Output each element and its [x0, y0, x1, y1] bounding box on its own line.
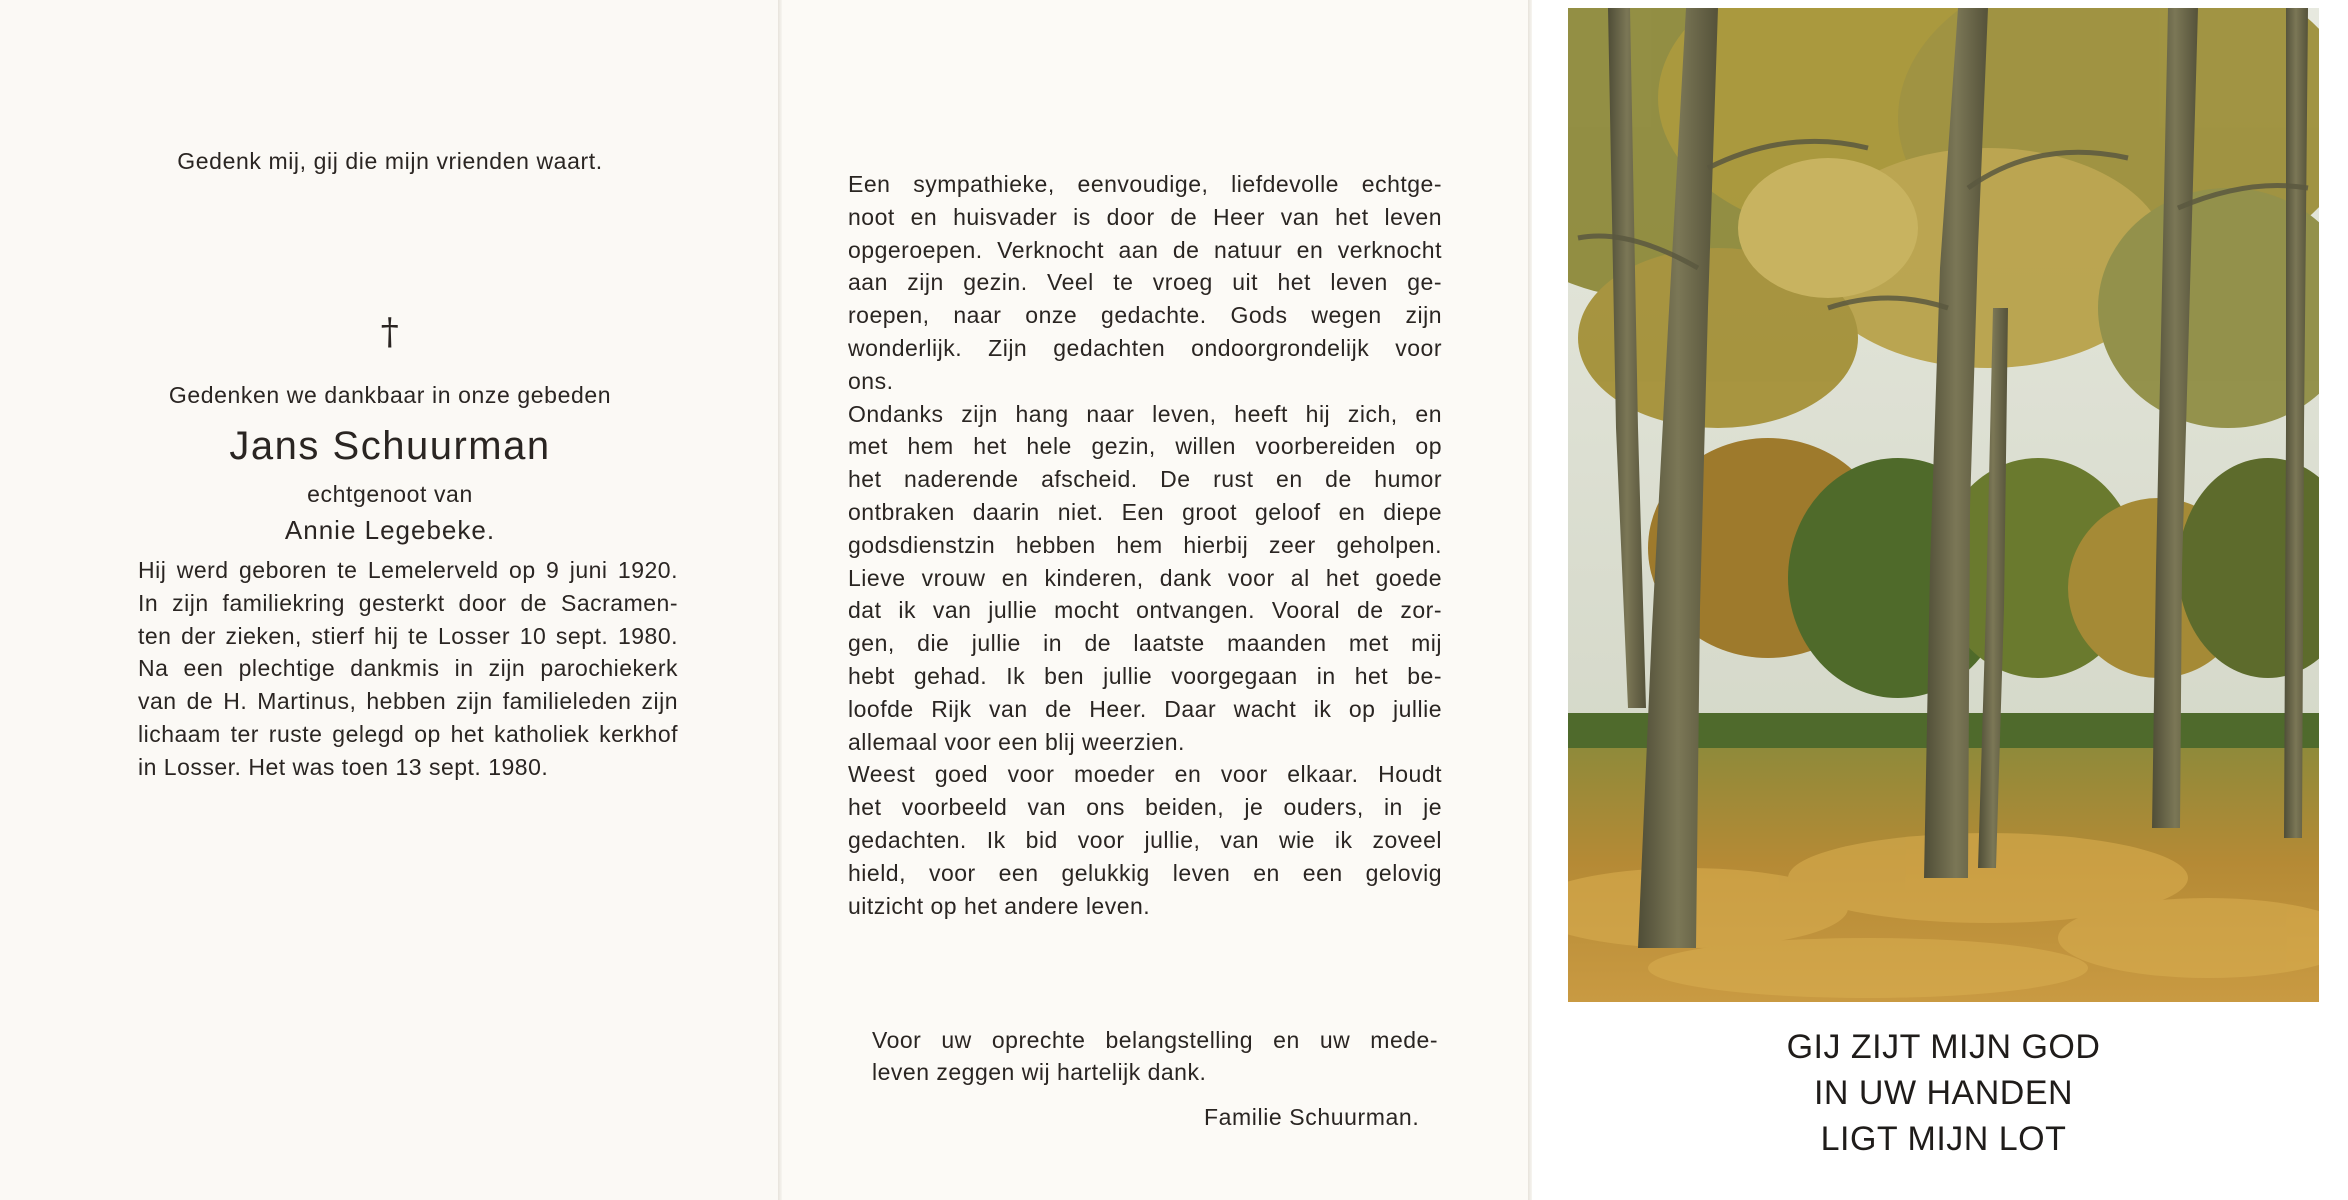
tribute-line: Ondanks zijn hang naar leven, heeft hij zich, en: [848, 400, 1442, 427]
biography: [138, 554, 678, 784]
tribute-line: gedachten. Ik bid voor jullie, van wie ik zoveel: [848, 826, 1442, 853]
motto-text: Gedenk mij, gij die mijn vrienden waart.: [177, 148, 603, 174]
tribute-line: allemaal voor een blij weerzien.: [848, 728, 1185, 755]
tribute-line: Lieve vrouw en kinderen, dank voor al het goede: [848, 564, 1442, 591]
remember-line: Gedenken we dankbaar in onze gebeden: [168, 382, 612, 408]
verse-line: IN UW HANDEN: [1813, 1074, 2074, 1112]
bio-line: in Losser. Het was toen 13 sept. 1980.: [138, 753, 549, 780]
tribute-line: het voorbeeld van ons beiden, je ouders, in je: [848, 794, 1442, 821]
fold-line: [1528, 0, 1532, 1200]
tribute-line: hebt gehad. Ik ben jullie voorgegaan in het be-: [848, 662, 1442, 689]
thanks-line: Voor uw oprechte belangstelling en uw mede-: [872, 1027, 1438, 1053]
family-signature: Familie Schuurman.: [1204, 1104, 1420, 1130]
tribute-line: Weest goed voor moeder en voor elkaar. Houdt: [848, 761, 1442, 788]
tribute-line: hield, voor een gelukkig leven en een gelovig: [848, 859, 1442, 886]
tribute-line: roepen, naar onze gedachte. Gods wegen zijn: [848, 302, 1442, 329]
thanks-line: leven zeggen wij hartelijk dank.: [872, 1059, 1207, 1085]
left-panel: [0, 0, 780, 1200]
tribute-line: godsdienstzin hebben hem hierbij zeer geholpen.: [848, 531, 1442, 558]
tribute-line: noot en huisvader is door de Heer van het leven: [848, 203, 1442, 230]
tribute-line: uitzicht op het andere leven.: [848, 892, 1151, 919]
relation-text: echtgenoot van: [307, 481, 473, 507]
tribute-line: opgeroepen. Verknocht aan de natuur en verknocht: [848, 236, 1442, 263]
tribute-line: ons.: [848, 367, 894, 394]
spouse-name: Annie Legebeke.: [284, 515, 496, 545]
tribute-line: dat ik van jullie mocht ontvangen. Vooral de zor-: [848, 597, 1442, 624]
tribute-line: wonderlijk. Zijn gedachten ondoorgrondelijk voor: [848, 334, 1442, 361]
bio-line: Hij werd geboren te Lemelerveld op 9 juni 1920.: [138, 557, 678, 583]
bio-line: ten der zieken, stierf hij te Losser 10 sept. 1980.: [138, 622, 678, 649]
tribute-text: [848, 168, 1442, 922]
tribute-line: het naderende afscheid. De rust en de humor: [848, 466, 1442, 493]
deceased-name: Jans Schuurman: [229, 424, 551, 468]
tribute-line: loofde Rijk van de Heer. Daar wacht ik op jullie: [848, 695, 1442, 722]
tribute-line: Een sympathieke, eenvoudige, liefdevolle echtge-: [848, 171, 1442, 197]
bio-line: Na een plechtige dankmis in zijn parochiekerk: [138, 655, 678, 682]
thanks-text: [872, 1024, 1438, 1088]
tribute-line: ontbraken daarin niet. Een groot geloof en diepe: [848, 498, 1442, 525]
verse: [1568, 1024, 2319, 1162]
autumn-forest-photo: [1568, 8, 2319, 1002]
tribute-line: gen, die jullie in de laatste maanden met mij: [848, 630, 1442, 657]
cross-icon: †: [380, 312, 400, 353]
bio-line: In zijn familiekring gesterkt door de Sacramen-: [138, 589, 678, 616]
tribute-line: met hem het hele gezin, willen voorbereiden op: [848, 433, 1442, 460]
tribute-line: aan zijn gezin. Veel te vroeg uit het leven ge-: [848, 269, 1442, 296]
bio-line: van de H. Martinus, hebben zijn familieleden zijn: [138, 688, 678, 715]
fold-line: [778, 0, 782, 1200]
bio-line: lichaam ter ruste gelegd op het katholiek kerkhof: [138, 720, 678, 747]
verse-line: LIGT MIJN LOT: [1820, 1120, 2067, 1158]
verse-line: GIJ ZIJT MIJN GOD: [1786, 1028, 2101, 1066]
